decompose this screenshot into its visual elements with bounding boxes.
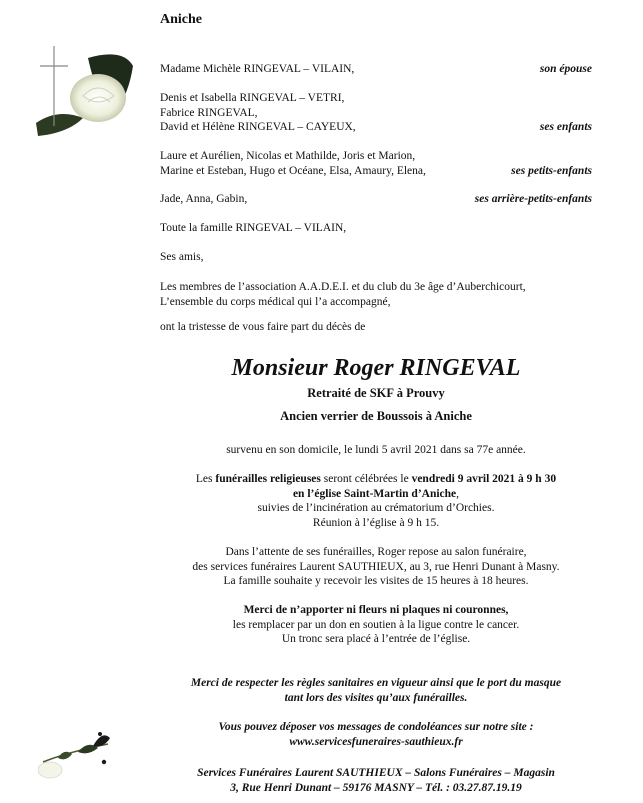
funeral-bold: funérailles religieuses	[215, 473, 321, 485]
association-line: L’ensemble du corps médical qui l’a accompagné,	[160, 295, 391, 308]
flowers-line: les remplacer par un don en soutien à la ligue contre le cancer.	[232, 618, 520, 631]
visit-line: La famille souhaite y recevoir les visites de 15 heures à 18 heures.	[223, 575, 529, 588]
footer-line: Services Funéraires Laurent SAUTHIEUX – Salons Funéraires – Magasin	[197, 767, 555, 779]
relation-label: ses petits-enfants	[511, 164, 592, 177]
website-link[interactable]: www.servicesfuneraires-sauthieux.fr	[289, 735, 463, 748]
town-name: Aniche	[160, 12, 202, 27]
family-group-grandchildren	[160, 149, 592, 178]
deceased-title: Retraité de SKF à Prouvy	[307, 386, 445, 400]
funeral-date: vendredi 9 avril 2021 à 9 h 30	[411, 473, 557, 485]
family-group-spouse	[160, 62, 592, 77]
flowers-bold: Merci de n’apporter ni fleurs ni plaques ni couronnes,	[243, 604, 509, 616]
footer	[160, 766, 592, 795]
sanitary-line: Merci de respecter les règles sanitaires en vigueur ainsi que le port du masque	[190, 677, 562, 689]
relation-label: son épouse	[539, 63, 592, 75]
whole-family: Toute la famille RINGEVAL – VILAIN,	[160, 222, 347, 234]
family-line: Madame Michèle RINGEVAL – VILAIN,	[160, 63, 355, 75]
deceased-name: Monsieur Roger RINGEVAL	[231, 355, 521, 381]
flowers-notice	[160, 603, 592, 647]
announcement: ont la tristesse de vous faire part du décès de	[160, 321, 366, 333]
family-group-children	[160, 91, 592, 135]
visit-line: des services funéraires Laurent SAUTHIEUX, au 3, rue Henri Dunant à Masny.	[192, 560, 560, 573]
family-line: Denis et Isabella RINGEVAL – VETRI,	[160, 92, 345, 104]
footer-line: 3, Rue Henri Dunant – 59176 MASNY – Tél. : 03.27.87.19.19	[230, 781, 522, 794]
condolences-notice	[160, 720, 592, 749]
family-line: Marine et Esteban, Hugo et Océane, Elsa, Amaury, Elena,	[160, 164, 426, 177]
family-line: Jade, Anna, Gabin,	[160, 193, 248, 205]
sanitary-line: tant lors des visites qu’aux funérailles.	[284, 691, 468, 704]
family-line: Fabrice RINGEVAL,	[160, 106, 258, 119]
flower-branch-icon	[38, 722, 118, 782]
associations	[160, 280, 526, 309]
visit-info	[160, 545, 592, 589]
funeral-text: seront célébrées le	[320, 473, 412, 485]
association-line: Les membres de l’association A.A.D.E.I. et du club du 3e âge d’Auberchicourt,	[160, 281, 526, 293]
visit-line: Dans l’attente de ses funérailles, Roger repose au salon funéraire,	[225, 546, 527, 558]
cross-rose-icon	[28, 38, 138, 138]
relation-label: ses arrière-petits-enfants	[474, 193, 592, 205]
family-line: Laure et Aurélien, Nicolas et Mathilde, Joris et Marion,	[160, 150, 416, 162]
deceased-title: Ancien verrier de Boussois à Aniche	[280, 409, 472, 423]
funeral-line: Réunion à l’église à 9 h 15.	[312, 516, 440, 529]
funeral-place: en l’église Saint-Martin d’Aniche	[292, 487, 457, 500]
condolences-line: Vous pouvez déposer vos messages de condoléances sur notre site :	[218, 721, 534, 733]
relation-label: ses enfants	[539, 121, 592, 134]
friends: Ses amis,	[160, 251, 204, 263]
funeral-details	[160, 472, 592, 530]
family-line: David et Hélène RINGEVAL – CAYEUX,	[160, 121, 356, 134]
funeral-text: ,	[456, 487, 460, 500]
funeral-text: Les	[195, 473, 216, 485]
family-group-great-grandchildren	[160, 192, 592, 207]
death-notice: survenu en son domicile, le lundi 5 avril 2021 dans sa 77e année.	[226, 444, 526, 456]
funeral-line: suivies de l’incinération au crématorium d’Orchies.	[257, 502, 495, 515]
sanitary-notice	[160, 676, 592, 705]
flowers-line: Un tronc sera placé à l’entrée de l’église.	[281, 633, 471, 646]
